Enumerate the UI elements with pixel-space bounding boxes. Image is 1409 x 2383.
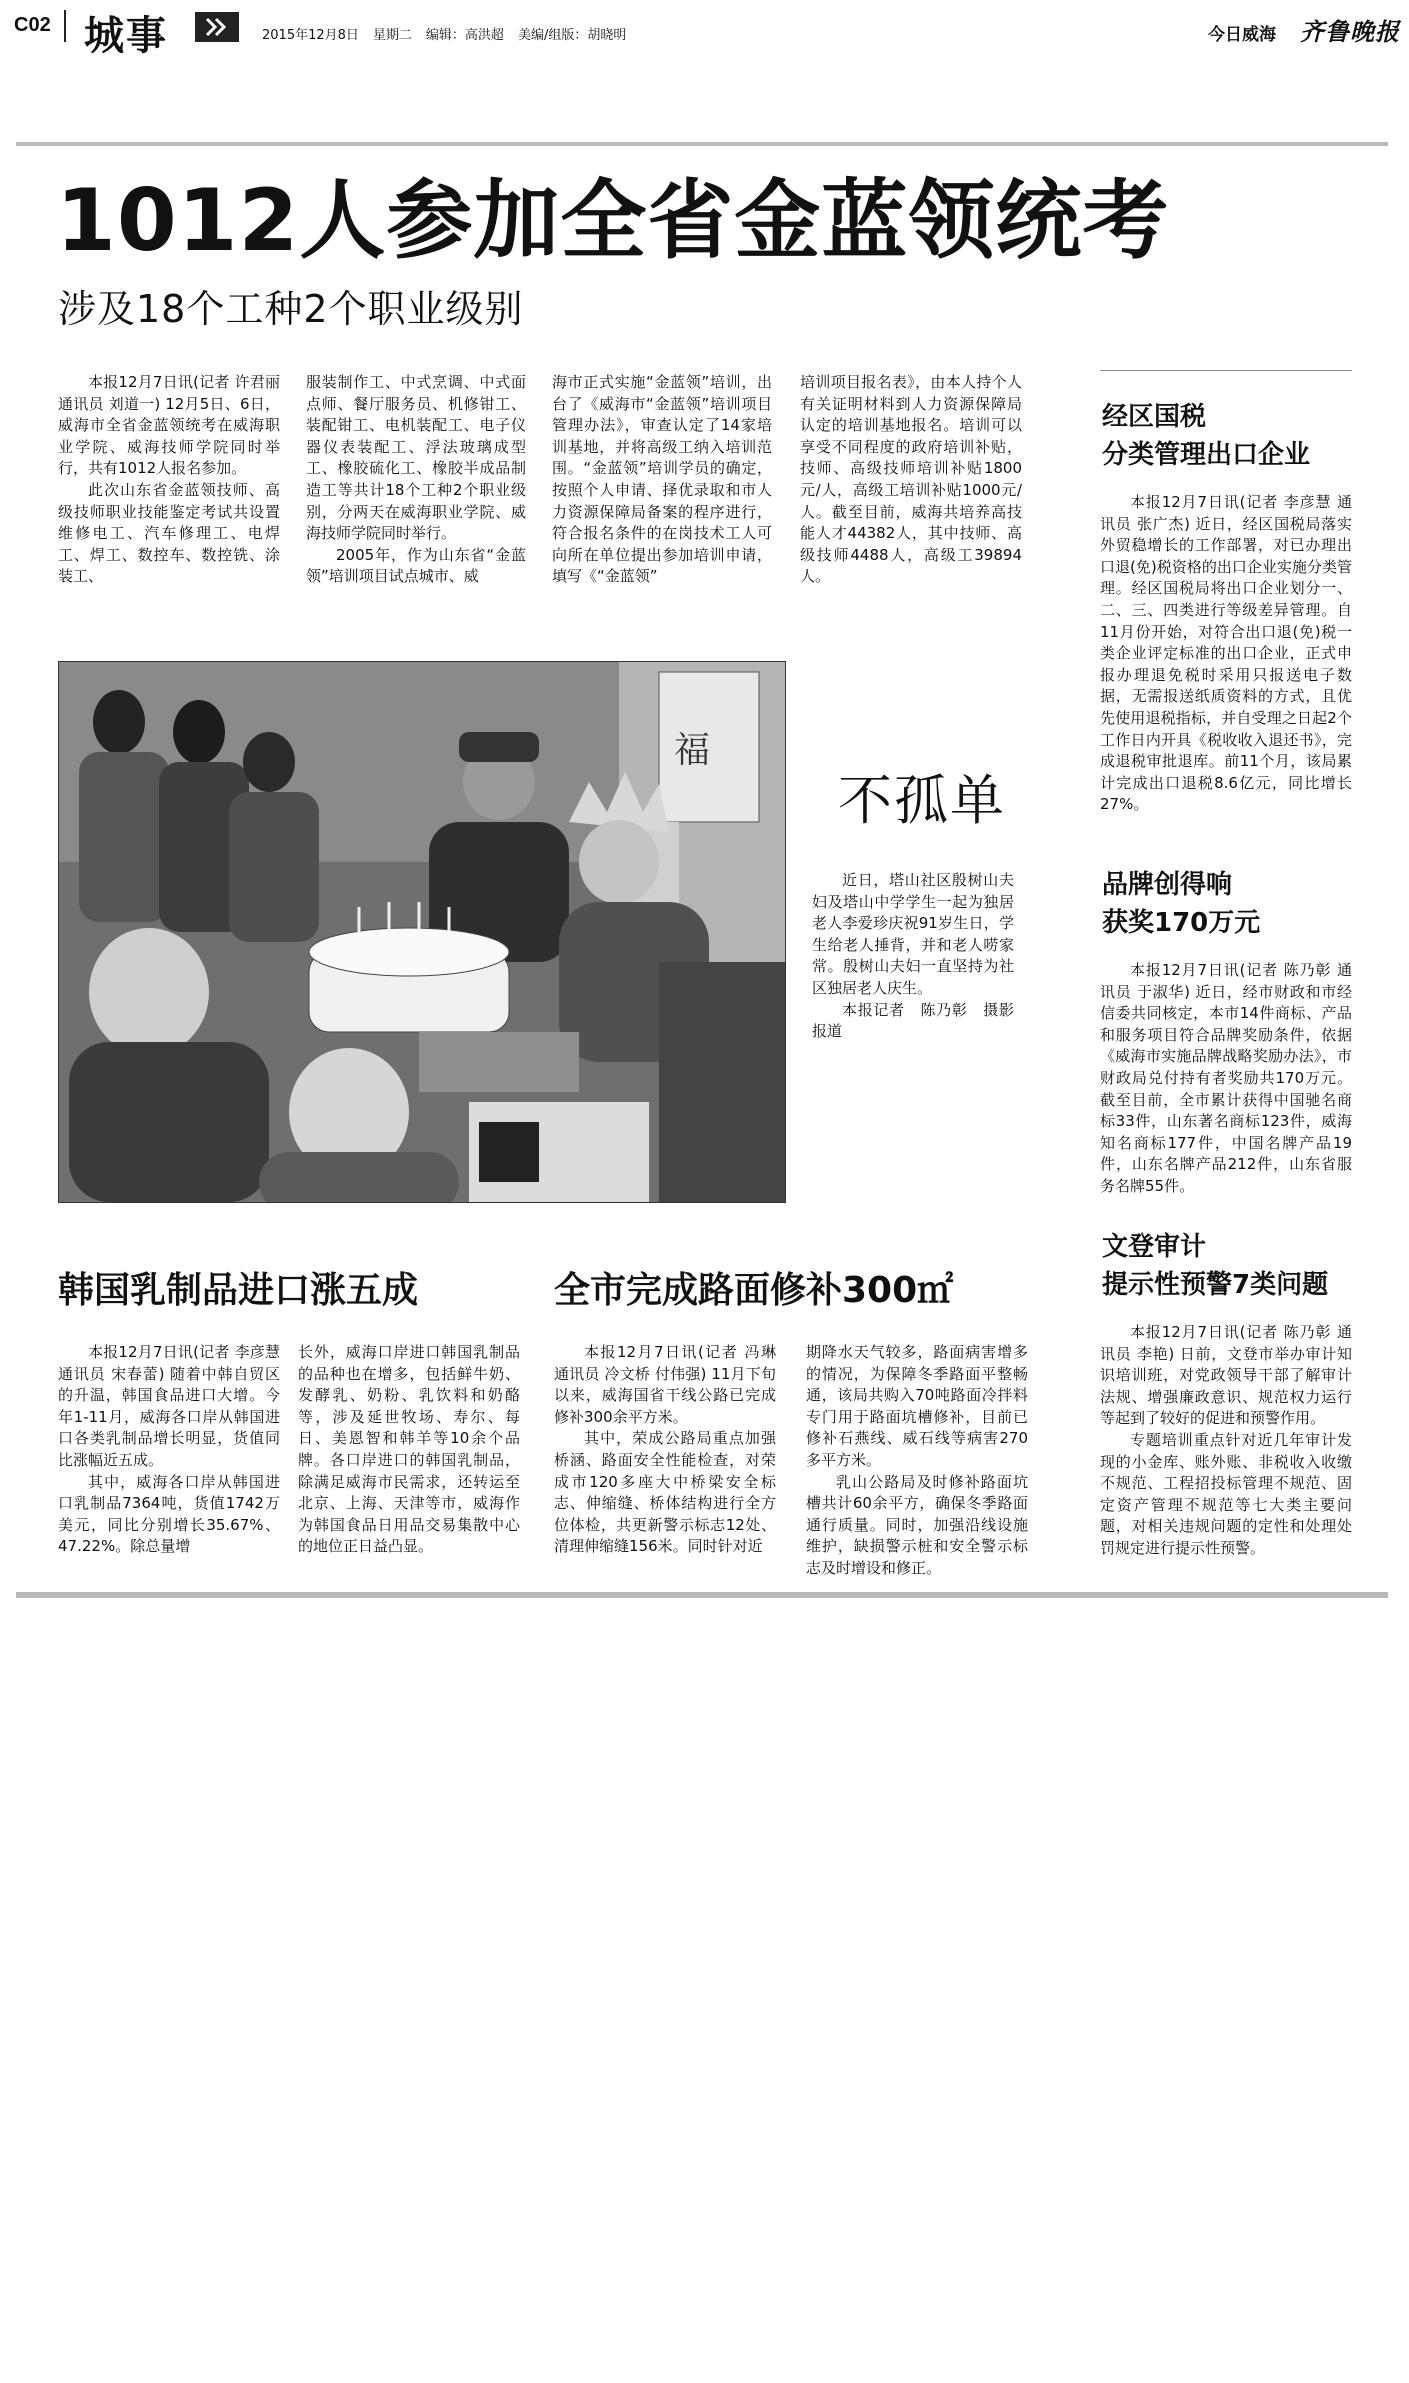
road-paragraph: 其中，荣成公路局重点加强桥涵、路面安全性能检查，对荣成市120多座大中桥梁安全标志、伸缩缝、桥体结构进行全方位体检，共更新警示标志12处、清理伸缩缝156米。同时针对近	[554, 1429, 776, 1556]
issue-editor: 编辑：高洪超	[425, 28, 504, 43]
lead-column-1	[58, 372, 280, 588]
sidebar-article	[1100, 492, 1352, 816]
korea-paragraph: 长外，威海口岸进口韩国乳制品的品种也在增多，包括鲜牛奶、发酵乳、奶粉、乳饮料和奶酪等，涉及延世牧场、寿尔、每日、美恩智和韩羊等10余个品牌。各口岸进口的韩国乳制品，除满足威海市民需求，还转运至北京、上海、天津等市，威海作为韩国食品日用品交易集散中心的地位正日益凸显。	[298, 1343, 520, 1556]
top-rule	[16, 142, 1388, 146]
road-paragraph: 本报12月7日讯(记者 冯琳 通讯员 冷文桥 付伟强) 11月下旬以来，威海国省干线公路已完成修补300余平方米。	[554, 1343, 776, 1426]
road-paragraph: 期降水天气较多，路面病害增多的情况，为保障冬季路面平整畅通，该局共购入70吨路面冷拌料专门用于路面坑槽修补，目前已修补石燕线、威石线等病害270多平方米。	[806, 1343, 1028, 1469]
sidebar-paragraph: 本报12月7日讯(记者 陈乃彰 通讯员 于淑华) 近日，经市财政和市经信委共同核定，本市14件商标、产品和服务项目符合品牌奖励条件，依据《威海市实施品牌战略奖励办法》，市财政局兑付持有者奖励共170万元。截至目前，全市累计获得中国驰名商标33件，山东著名商标123件，威海知名商标177件，中国名牌产品19件，山东名牌产品212件，山东省服务名牌55件。	[1100, 961, 1352, 1195]
lead-subhead: 涉及18个工种2个职业级别	[58, 287, 524, 331]
issue-date: 2015年12月8日	[262, 28, 359, 43]
lead-headline: 1012人参加全省金蓝领统考	[56, 171, 1170, 271]
photo-caption-text: 近日，塔山社区殷树山夫妇及塔山中学学生一起为独居老人李爱珍庆祝91岁生日，学生给老人捶背，并和老人唠家常。殷树山夫妇一直坚持为社区独居老人庆生。	[812, 871, 1014, 997]
edition-label: 今日威海	[1208, 25, 1276, 45]
headline-line: 分类管理出口企业	[1102, 440, 1311, 470]
bottom-rule	[16, 1592, 1388, 1598]
masthead-divider	[64, 10, 66, 42]
korea-headline: 韩国乳制品进口涨五成	[58, 1270, 419, 1311]
news-photo	[58, 661, 786, 1203]
headline-line: 文登审计	[1102, 1232, 1207, 1262]
issue-design: 美编/组版：胡晓明	[517, 28, 627, 43]
sidebar-paragraph: 本报12月7日讯(记者 陈乃彰 通讯员 李艳) 日前，文登市举办审计知识培训班，对党政领导干部了解审计法规、增强廉政意识、规范权力运行等起到了较好的促进和预警作用。	[1100, 1323, 1352, 1428]
birthday-party-photo	[59, 662, 785, 1202]
lead-column-2	[306, 372, 526, 588]
lead-paragraph: 培训项目报名表》，由本人持个人有关证明材料到人力资源保障局认定的培训基地报名。培训可以享受不同程度的政府培训补贴，技师、高级技师培训补贴1800元/人，高级工培训补贴1000元/人。截至目前，威海共培养高技能人才44382人，其中技师、高级技师4488人，高级工39894人。	[800, 373, 1022, 586]
road-headline: 全市完成路面修补300㎡	[554, 1270, 954, 1311]
road-column-1	[554, 1342, 776, 1558]
lead-column-3	[552, 372, 772, 588]
lead-paragraph: 海市正式实施“金蓝领”培训，出台了《威海市“金蓝领”培训项目管理办法》，审查认定了14家培训基地，并将高级工纳入培训范围。“金蓝领”培训学员的确定，按照个人申请、择优录取和市人力资源保障局备案的程序进行，符合报名条件的在岗技术工人可向所在单位提出参加培训申请，填写《“金蓝领”	[552, 373, 772, 586]
section-title: 城事	[84, 12, 168, 59]
wall-calligraphy: 福	[674, 730, 711, 771]
page-number: C02	[14, 14, 51, 36]
sidebar-article	[1100, 1322, 1352, 1560]
headline-line: 提示性预警7类问题	[1102, 1270, 1329, 1300]
sidebar-paragraph: 本报12月7日讯(记者 李彦慧 通讯员 张广杰) 近日，经区国税局落实外贸稳增长的工作部署，对已办理出口退(免)税资格的出口企业实施分类管理。经区国税局将出口企业划分一、二、三、四类进行等级差异管理。自11月份开始，对符合出口退(免)税一类企业评定标准的出口企业，正式申报办理退免税时采用只报送电子数据，无需报送纸质资料的方式，且优先使用退税指标，并自受理之日起2个工作日内开具《税收收入退还书》，完成退税审批退库。前11个月，该局累计完成出口退税8.6亿元，同比增长27%。	[1100, 493, 1352, 814]
headline-line: 获奖170万元	[1102, 908, 1261, 938]
sidebar-headline	[1102, 1228, 1328, 1304]
headline-line: 经区国税	[1102, 402, 1207, 432]
newspaper-logo: 齐鲁晚报	[1300, 17, 1400, 46]
korea-paragraph: 本报12月7日讯(记者 李彦慧 通讯员 宋春蕾) 随着中韩自贸区的升温，韩国食品进口大增。今年1-11月，威海各口岸从韩国进口各类乳制品增长明显，货值同比涨幅近五成。	[58, 1343, 280, 1469]
photo-credit: 本报记者 陈乃彰 摄影报道	[812, 1000, 1014, 1041]
road-column-2	[806, 1342, 1028, 1580]
photo-caption	[812, 870, 1014, 1043]
sidebar-paragraph: 专题培训重点针对近几年审计发现的小金库、账外账、非税收入收缴不规范、工程招投标管理不规范、固定资产管理不规范等七大类主要问题，对相关违规问题的定性和处理处罚规定进行提示性预警。	[1100, 1430, 1352, 1557]
sidebar-headline	[1102, 866, 1260, 942]
lead-column-4	[800, 372, 1022, 588]
lead-paragraph: 此次山东省金蓝领技师、高级技师职业技能鉴定考试共设置维修电工、汽车修理工、电焊工、焊工、数控车、数控铣、涂装工、	[58, 480, 280, 586]
korea-column-2	[298, 1342, 520, 1558]
lead-paragraph: 2005年，作为山东省“金蓝领”培训项目试点城市、威	[306, 545, 526, 586]
sidebar-article	[1100, 960, 1352, 1198]
sidebar-headline	[1102, 398, 1310, 474]
issue-weekday: 星期二	[372, 28, 412, 43]
lead-paragraph: 服装制作工、中式烹调、中式面点师、餐厅服务员、机修钳工、装配钳工、电机装配工、电子仪器仪表装配工、浮法玻璃成型工、橡胶硫化工、橡胶半成品制造工等共计18个工种2个职业级别，分两天在威海职业学院、威海技师学院同时举行。	[306, 373, 526, 543]
photo-story-title: 不孤单	[838, 769, 1006, 832]
korea-column-1	[58, 1342, 280, 1558]
headline-line: 品牌创得响	[1102, 870, 1233, 900]
double-chevron-icon	[195, 12, 239, 42]
sidebar-rule	[1100, 370, 1352, 371]
issue-meta	[262, 24, 640, 43]
korea-paragraph: 其中，威海各口岸从韩国进口乳制品7364吨，货值1742万美元，同比分别增长35.67%、47.22%。除总量增	[58, 1472, 280, 1556]
lead-paragraph: 本报12月7日讯(记者 许君丽 通讯员 刘道一) 12月5日、6日，威海市全省金蓝领统考在威海职业学院、威海技师学院同时举行，共有1012人报名参加。	[58, 373, 280, 478]
road-paragraph: 乳山公路局及时修补路面坑槽共计60余平方，确保冬季路面通行质量。同时，加强沿线设施维护，缺损警示桩和安全警示标志及时增设和修正。	[806, 1472, 1028, 1577]
